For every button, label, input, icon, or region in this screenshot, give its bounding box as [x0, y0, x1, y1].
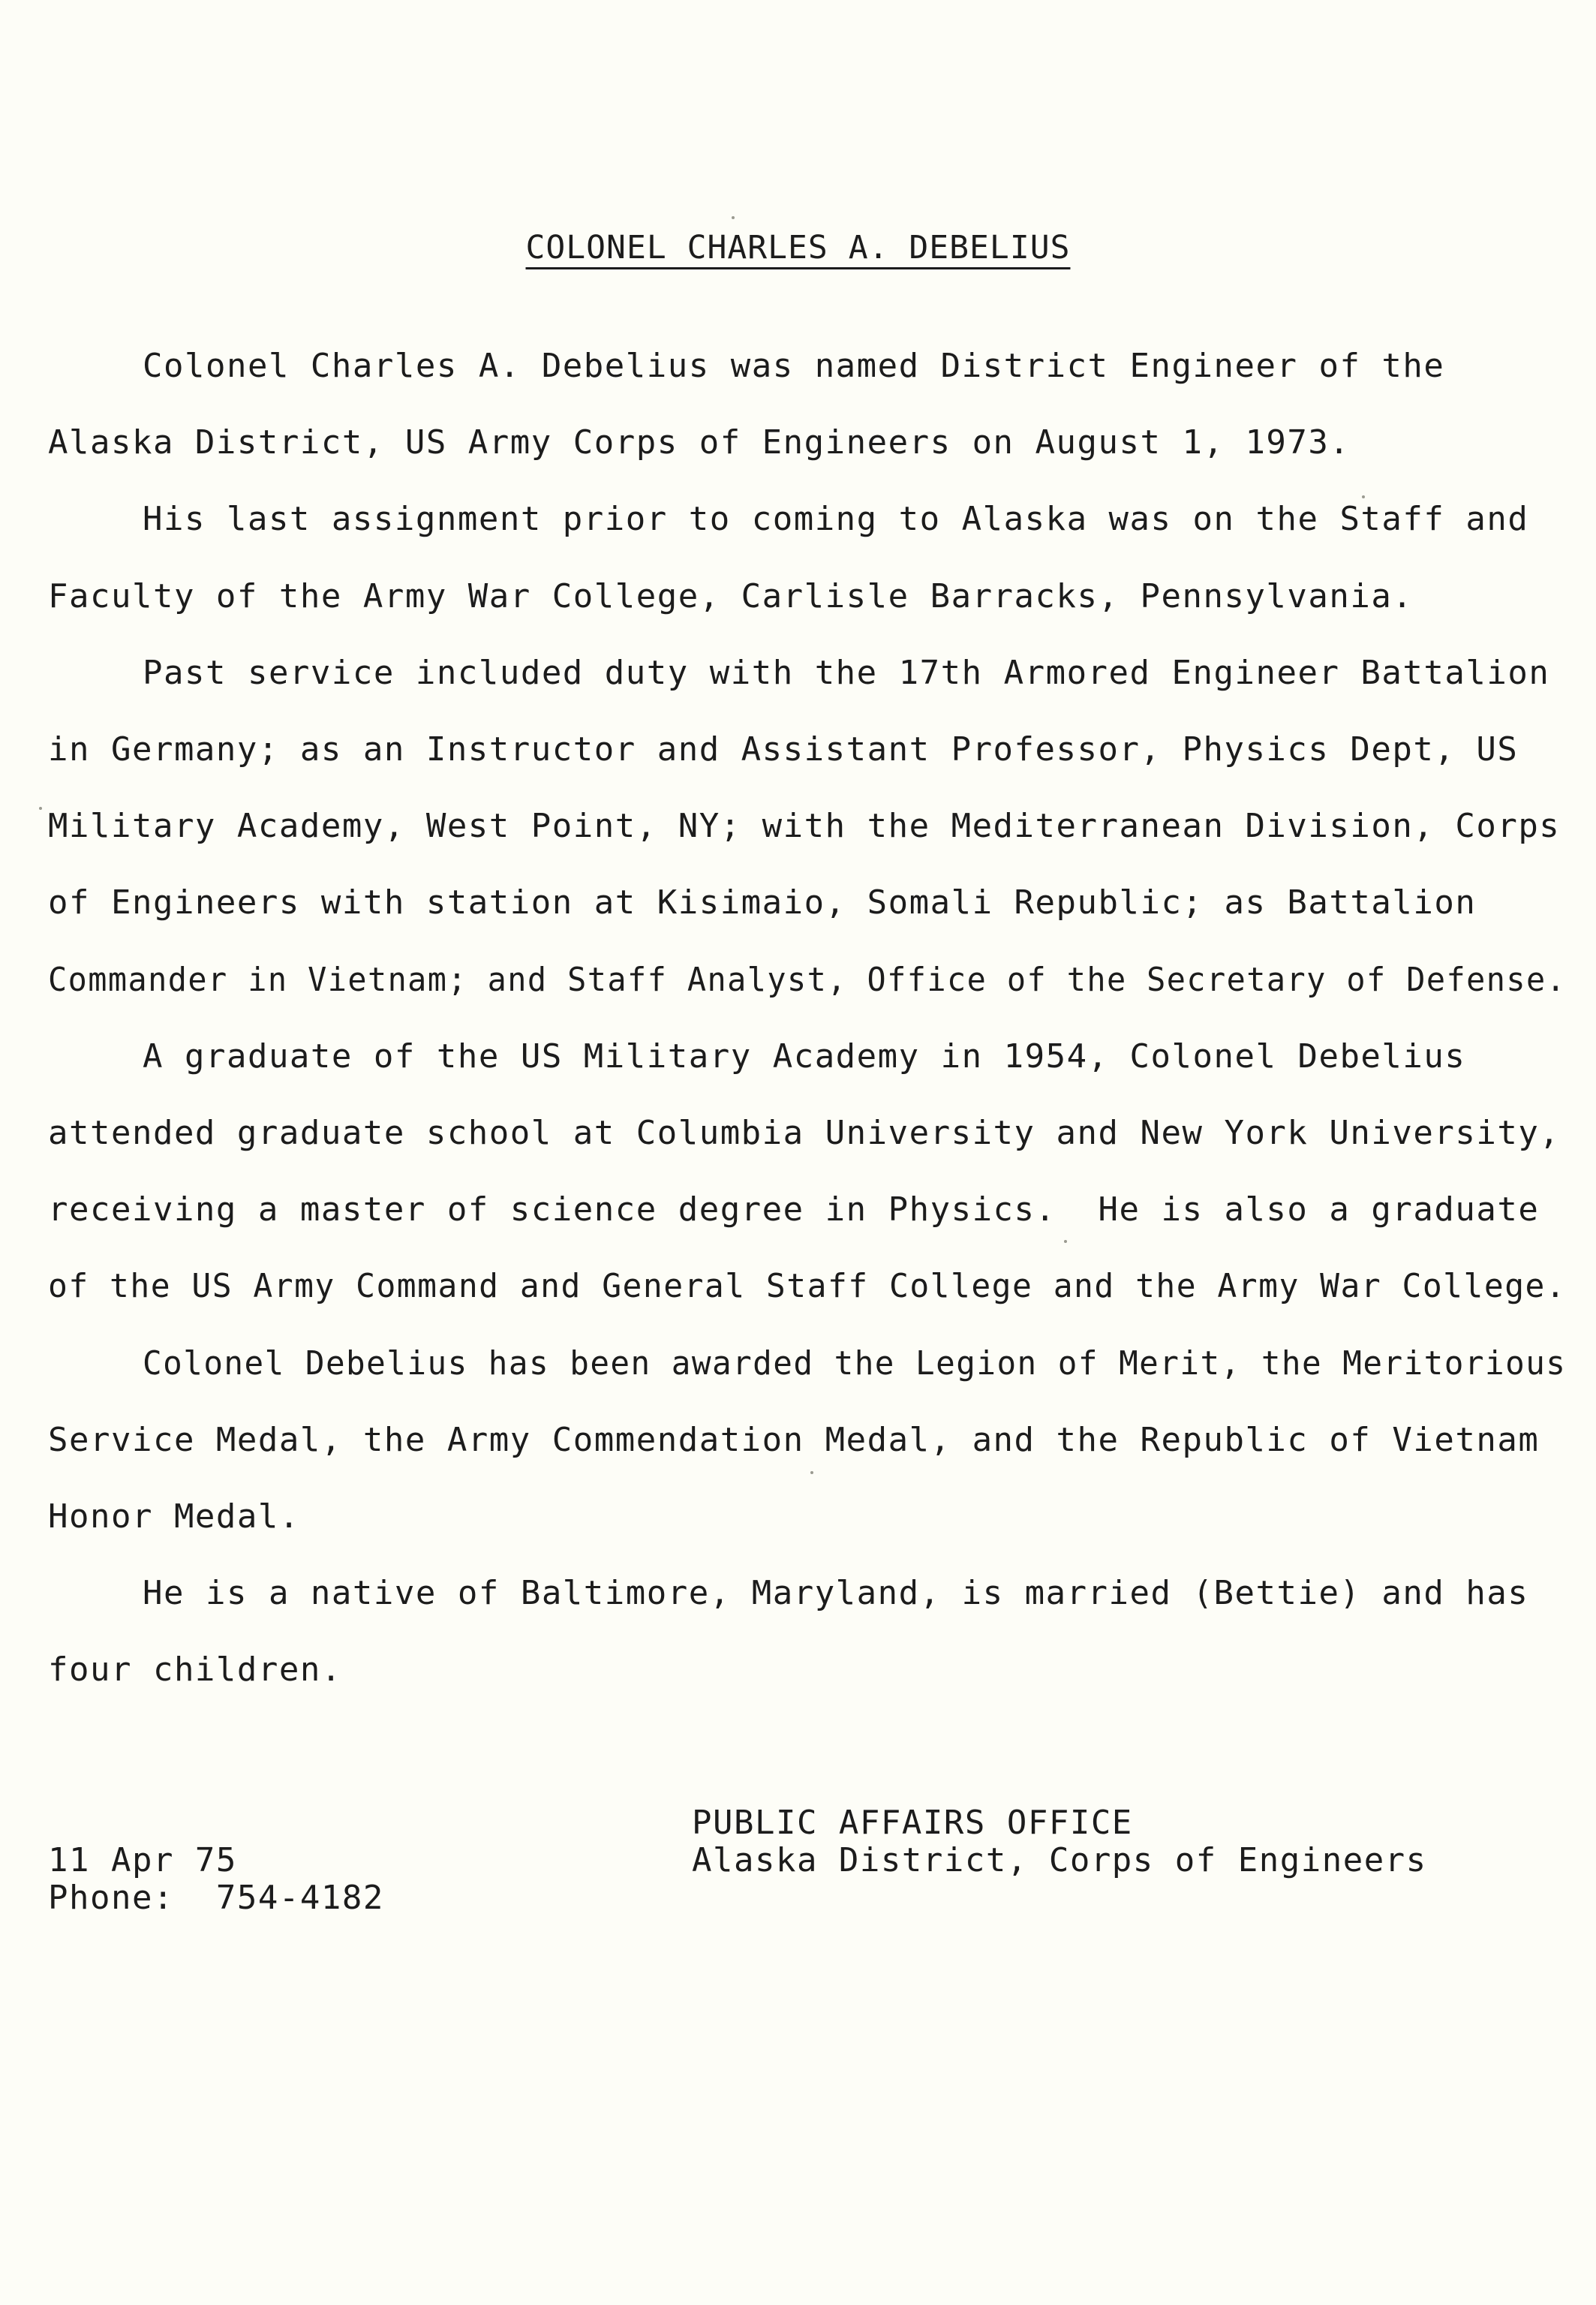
office-name: PUBLIC AFFAIRS OFFICE	[692, 1804, 1133, 1842]
office-organization: Alaska District, Corps of Engineers	[692, 1841, 1427, 1879]
body-line: in Germany; as an Instructor and Assistant Professor, Physics Dept, US	[48, 730, 1519, 769]
body-line: Commander in Vietnam; and Staff Analyst, Office of the Secretary of Defense.	[48, 961, 1567, 999]
body-line: His last assignment prior to coming to Alaska was on the Staff and	[143, 500, 1529, 538]
paper-speck	[732, 216, 735, 219]
body-line: Alaska District, US Army Corps of Engineers on August 1, 1973.	[48, 423, 1351, 462]
phone-number: Phone: 754-4182	[48, 1879, 384, 1917]
body-line: four children.	[48, 1651, 342, 1689]
body-line: Colonel Debelius has been awarded the Legion of Merit, the Meritorious	[143, 1344, 1567, 1383]
body-line: Faculty of the Army War College, Carlisle Barracks, Pennsylvania.	[48, 577, 1414, 615]
body-line: A graduate of the US Military Academy in 1954, Colonel Debelius	[143, 1037, 1466, 1076]
document-title-text: COLONEL CHARLES A. DEBELIUS	[525, 229, 1071, 266]
body-line: Service Medal, the Army Commendation Medal, and the Republic of Vietnam	[48, 1421, 1540, 1459]
document-title	[0, 229, 1596, 266]
body-line: He is a native of Baltimore, Maryland, is married (Bettie) and has	[143, 1574, 1529, 1612]
paper-speck	[39, 807, 42, 810]
body-line: Past service included duty with the 17th Armored Engineer Battalion	[143, 654, 1550, 692]
body-line: of Engineers with station at Kisimaio, Somali Republic; as Battalion	[48, 883, 1477, 922]
body-line: attended graduate school at Columbia University and New York University,	[48, 1114, 1561, 1152]
release-date: 11 Apr 75	[48, 1841, 237, 1879]
body-line: Honor Medal.	[48, 1497, 300, 1536]
body-line: of the US Army Command and General Staff College and the Army War College.	[48, 1267, 1567, 1305]
paper-speck	[1362, 495, 1365, 498]
body-line: Military Academy, West Point, NY; with the Mediterranean Division, Corps	[48, 807, 1561, 845]
paper-speck	[810, 1471, 813, 1474]
body-line: Colonel Charles A. Debelius was named District Engineer of the	[143, 347, 1445, 385]
body-line: receiving a master of science degree in Physics. He is also a graduate	[48, 1190, 1540, 1229]
paper-speck	[1064, 1240, 1067, 1243]
